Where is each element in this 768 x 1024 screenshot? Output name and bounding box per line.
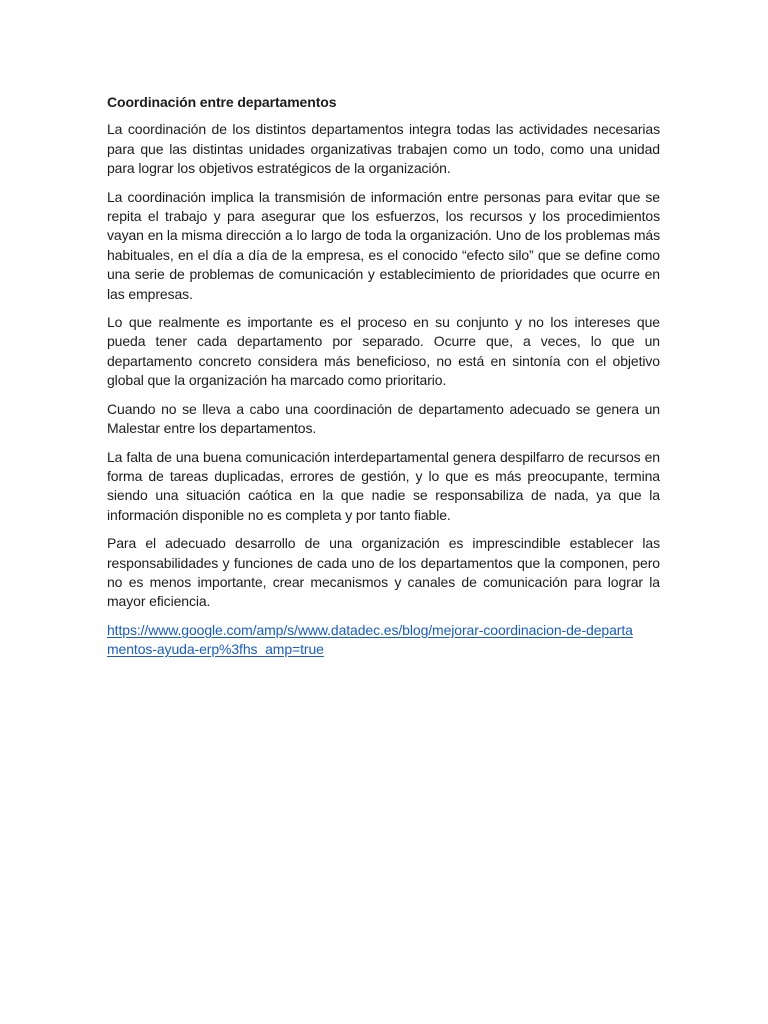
paragraph-proceso-conjunto: Lo que realmente es importante es el proceso en su conjunto y no los intereses que pueda tener cada departamento por separado. Ocurre que, a veces, lo que un departamento concreto considera más beneficioso, no está en sintonía con el objetivo global que la organización ha marcado como prioritario. bbox=[107, 314, 660, 389]
paragraph-intro: La coordinación de los distintos departamentos integra todas las actividades necesarias para que las distintas unidades organizativas trabajen como un todo, como una unidad para lograr los objetivos estratégicos de la organización. bbox=[107, 121, 660, 177]
paragraph-transmision-informacion: La coordinación implica la transmisión de información entre personas para evitar que se repita el trabajo y para asegurar que los esfuerzos, los recursos y los procedimientos vayan en la misma dirección a lo largo de toda la organización. Uno de los problemas más habituales, en el día a día de la empresa, es el conocido “efecto silo” que se define como una serie de problemas de comunicación y establecimiento de prioridades que ocurre en las empresas. bbox=[107, 188, 660, 302]
paragraph-malestar: Cuando no se lleva a cabo una coordinación de departamento adecuado se genera un Malestar entre los departamentos. bbox=[107, 400, 660, 437]
source-link[interactable]: https://www.google.com/amp/s/www.datadec.es/blog/mejorar-coordinacion-de-departamentos-ayuda-erp%3fhs_amp=true bbox=[107, 621, 633, 658]
paragraph-desarrollo-organizacion: Para el adecuado desarrollo de una organización es imprescindible establecer las responsabilidades y funciones de cada uno de los departamentos que la componen, pero no es menos importante, crear mecanismos y canales de comunicación para lograr la mayor eficiencia. bbox=[107, 535, 660, 610]
paragraph-falta-comunicacion: La falta de una buena comunicación interdepartamental genera despilfarro de recursos en forma de tareas duplicadas, errores de gestión, y lo que es más preocupante, termina siendo una situación caótica en la que nadie se responsabiliza de nada, ya que la información disponible no es completa y por tanto fiable. bbox=[107, 448, 660, 523]
document-title: Coordinación entre departamentos bbox=[107, 94, 337, 110]
